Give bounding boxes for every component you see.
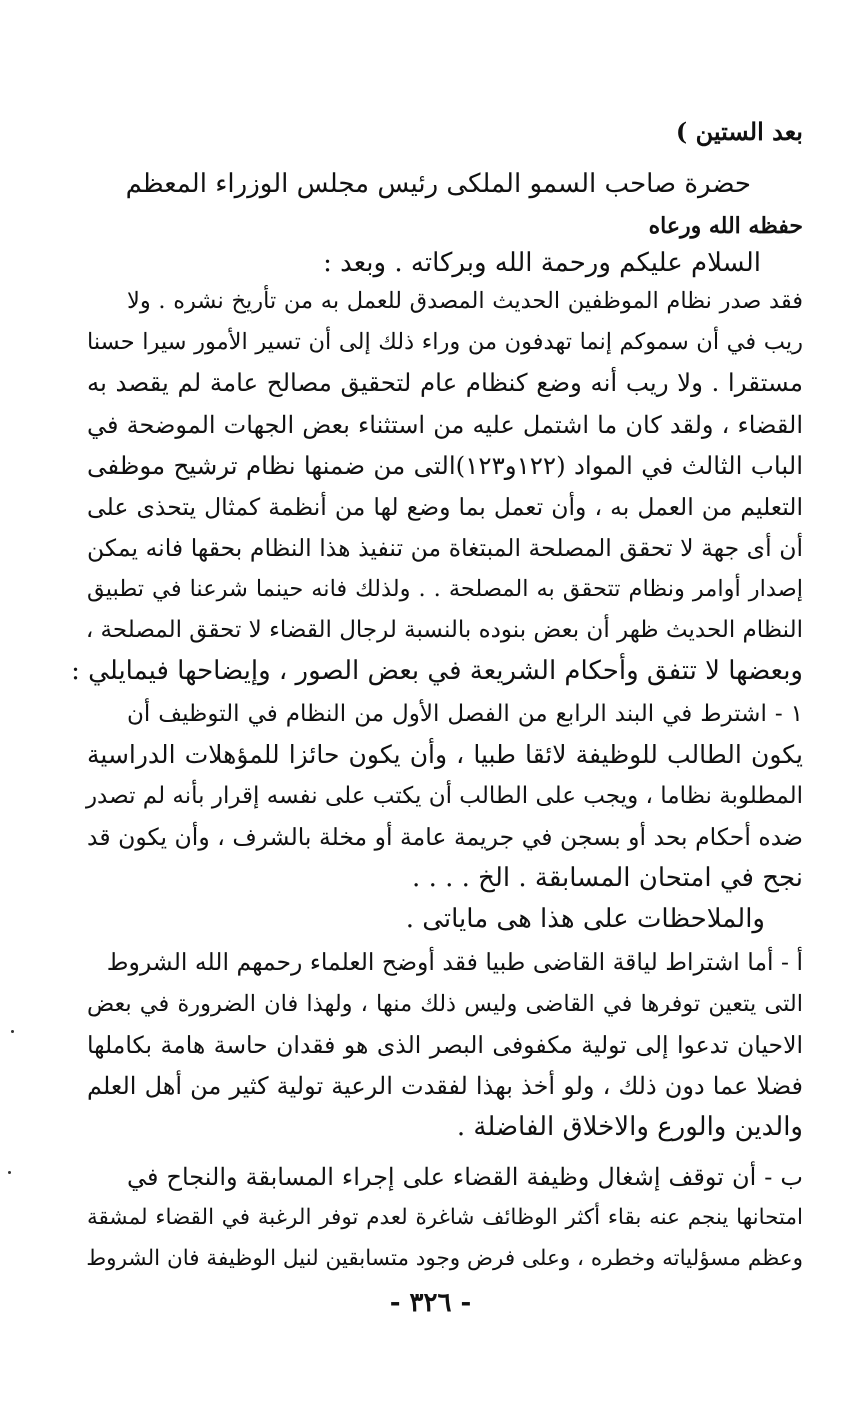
addressee-line: حضرة صاحب السمو الملكى رئيس مجلس الوزراء المعظم: [125, 169, 751, 199]
paragraph-1-line: فقد صدر نظام الموظفين الحديث المصدق للعمل به من تأريخ نشره . ولا: [127, 288, 803, 314]
paragraph-1-line: أن أى جهة لا تحقق المصلحة المبتغاة من تنفيذ هذا النظام بحقها فانه يمكن: [87, 534, 803, 562]
item-1-line: نجح في امتحان المسابقة . الخ . . . .: [412, 863, 803, 893]
paragraph-1-line: ريب في أن سموكم إنما تهدفون من وراء ذلك إلى أن تسير الأمور سيرا حسنا: [87, 329, 803, 355]
paragraph-1-line: مستقرا . ولا ريب أنه وضع كنظام عام لتحقيق مصالح عامة لم يقصد به: [87, 368, 803, 397]
item-a-line: الاحيان تدعوا إلى تولية مكفوفى البصر الذى هو فقدان حاسة هامة بكاملها: [87, 1031, 803, 1059]
item-a-line: فضلا عما دون ذلك ، ولو أخذ بهذا لفقدت الرعية تولية كثير من أهل العلم: [87, 1072, 803, 1100]
item-b-line: امتحانها ينجم عنه بقاء أكثر الوظائف شاغرة لعدم توفر الرغبة في القضاء لمشقة: [87, 1205, 803, 1230]
paragraph-1-line: القضاء ، ولقد كان ما اشتمل عليه من استثناء بعض الجهات الموضحة في: [87, 411, 803, 439]
scan-speck: [8, 1171, 11, 1174]
item-a-line: التى يتعين توفرها في القاضى وليس ذلك منها ، ولهذا فان الضرورة في بعض: [87, 991, 803, 1017]
item-b-line: وعظم مسؤلياته وخطره ، وعلى فرض وجود متسابقين لنيل الوظيفة فان الشروط: [86, 1246, 803, 1271]
page-number: - ٣٢٦ -: [389, 1288, 472, 1318]
paragraph-1-line: الباب الثالث في المواد (١٢٢و١٢٣)التى من ضمنها نظام ترشيح موظفى: [87, 451, 803, 480]
paragraph-1-line: إصدار أوامر ونظام تتحقق به المصلحة . . ولذلك فانه حينما شرعنا في تطبيق: [87, 576, 803, 602]
greeting-line: السلام عليكم ورحمة الله وبركاته . وبعد :: [323, 248, 761, 278]
item-b-line: ب - أن توقف إشغال وظيفة القضاء على إجراء المسابقة والنجاح في: [127, 1163, 803, 1191]
header-continuation: بعد الستين ): [675, 117, 803, 146]
scan-speck: [11, 1030, 14, 1033]
paragraph-1-line: التعليم من العمل به ، وأن تعمل بما وضع لها من أنظمة كمثال يتحذى على: [87, 493, 803, 521]
item-a-line: والدين والورع والاخلاق الفاضلة .: [456, 1112, 803, 1142]
paragraph-1-line: وبعضها لا تتفق وأحكام الشريعة في بعض الصور ، وإيضاحها فيمايلي :: [71, 656, 803, 686]
paragraph-1-line: النظام الحديث ظهر أن بعض بنوده بالنسبة لرجال القضاء لا تحقق المصلحة ،: [85, 617, 803, 643]
item-1-line: المطلوبة نظاما ، ويجب على الطالب أن يكتب على نفسه إقرار بأنه لم تصدر: [85, 783, 803, 809]
remarks-intro: والملاحظات على هذا هى ماياتى .: [405, 904, 765, 934]
item-1-line: ضده أحكام بحد أو بسجن في جريمة عامة أو مخلة بالشرف ، وأن يكون قد: [87, 823, 803, 851]
item-1-line: ١ - اشترط في البند الرابع من الفصل الأول من النظام في التوظيف أن: [127, 701, 803, 727]
item-a-line: أ - أما اشتراط لياقة القاضى طبيا فقد أوضح العلماء رحمهم الله الشروط: [106, 948, 803, 976]
item-1-line: يكون الطالب للوظيفة لائقا طبيا ، وأن يكون حائزا للمؤهلات الدراسية: [87, 740, 803, 769]
blessing-line: حفظه الله ورعاه: [648, 213, 803, 239]
